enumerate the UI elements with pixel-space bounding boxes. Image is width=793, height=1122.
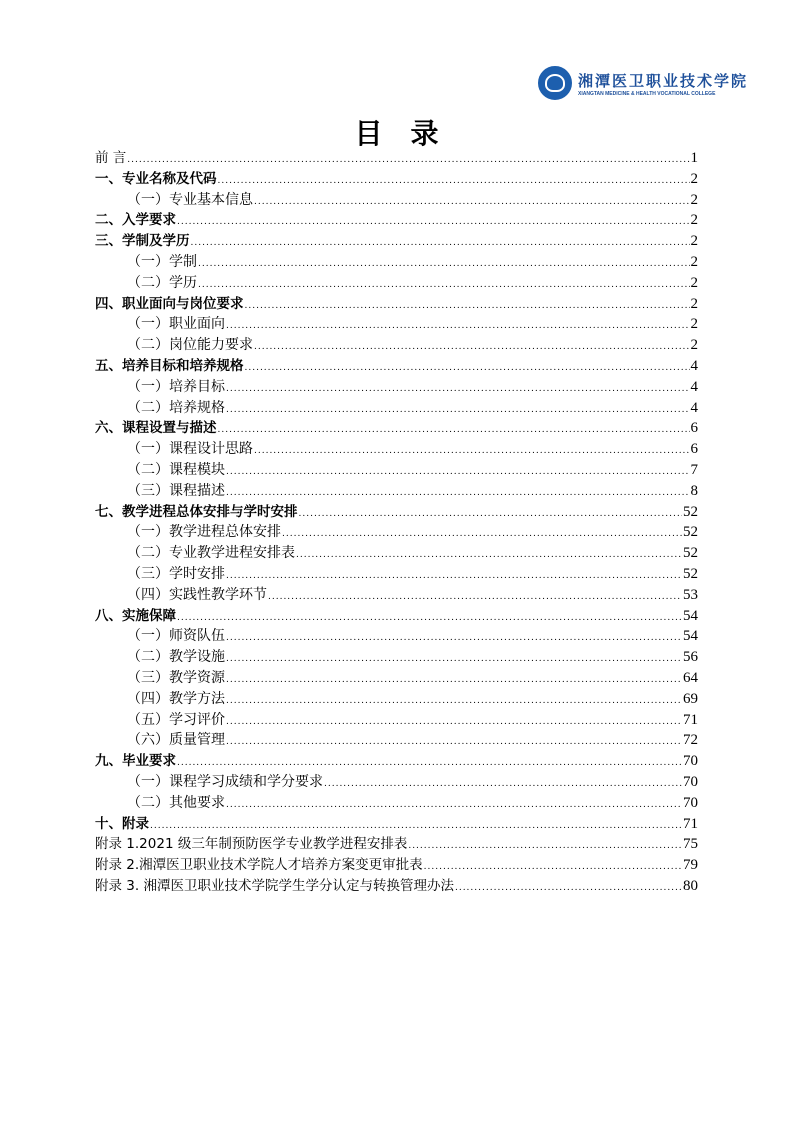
toc-entry-label: （一）课程学习成绩和学分要求	[127, 773, 323, 790]
leader-dots	[177, 212, 690, 233]
toc-entry-label: 三、学制及学历	[95, 233, 190, 250]
toc-entry-label: 九、毕业要求	[95, 753, 176, 770]
toc-entry[interactable]	[95, 564, 698, 585]
leader-dots	[296, 545, 682, 566]
toc-entry[interactable]	[95, 460, 698, 481]
toc-entry[interactable]	[95, 356, 698, 377]
leader-dots	[198, 275, 690, 296]
leader-dots	[455, 878, 682, 899]
toc-entry-page: 6	[690, 441, 698, 458]
toc-entry-label: （二）专业教学进程安排表	[127, 545, 295, 562]
toc-entry-page: 56	[683, 649, 698, 666]
leader-dots	[254, 441, 690, 462]
toc-entry-page: 4	[690, 399, 698, 416]
toc-entry-label: （三）教学资源	[127, 669, 225, 686]
logo-english-name: XIANGTAN MEDICINE & HEALTH VOCATIONAL COLLEGE	[578, 90, 716, 97]
toc-entry-page: 2	[690, 274, 698, 291]
toc-entry-label: 附录 3. 湘潭医卫职业技术学院学生学分认定与转换管理办法	[95, 877, 454, 894]
leader-dots	[226, 649, 682, 670]
toc-entry-page: 72	[683, 732, 698, 749]
leader-dots	[226, 628, 682, 649]
leader-dots	[324, 774, 682, 795]
toc-entry-label: （四）实践性教学环节	[127, 586, 267, 603]
toc-entry-label: （二）培养规格	[127, 399, 225, 416]
toc-entry[interactable]	[95, 314, 698, 335]
toc-entry-label: （五）学习评价	[127, 711, 225, 728]
toc-entry[interactable]	[95, 439, 698, 460]
toc-entry[interactable]	[95, 294, 698, 315]
toc-entry[interactable]	[95, 190, 698, 211]
leader-dots	[226, 566, 682, 587]
toc-entry-page: 4	[690, 357, 698, 374]
leader-dots	[226, 316, 690, 337]
toc-entry[interactable]	[95, 626, 698, 647]
toc-entry-page: 2	[690, 295, 698, 312]
toc-entry-label: 附录 1.2021 级三年制预防医学专业教学进程安排表	[95, 836, 408, 853]
college-logo	[538, 66, 748, 100]
leader-dots	[226, 670, 682, 691]
toc-entry-page: 7	[690, 461, 698, 478]
logo-chinese-name: 湘潭医卫职业技术学院	[578, 71, 749, 90]
toc-entry[interactable]	[95, 647, 698, 668]
toc-entry-label: 附录 2.湘潭医卫职业技术学院人才培养方案变更审批表	[95, 857, 423, 874]
toc-entry[interactable]	[95, 814, 698, 835]
toc-entry-label: （一）专业基本信息	[127, 191, 253, 208]
leader-dots	[218, 171, 690, 192]
toc-entry-page: 6	[690, 420, 698, 437]
toc-entry[interactable]	[95, 606, 698, 627]
toc-entry-label: （四）教学方法	[127, 690, 225, 707]
toc-entry-page: 1	[690, 150, 698, 166]
toc-entry[interactable]	[95, 793, 698, 814]
toc-entry[interactable]	[95, 772, 698, 793]
toc-entry[interactable]	[95, 335, 698, 356]
toc-entry-page: 2	[690, 191, 698, 208]
leader-dots	[226, 379, 690, 400]
toc-entry-label: （一）师资队伍	[127, 628, 225, 645]
toc-entry-page: 2	[690, 253, 698, 270]
toc-entry-label: （二）教学设施	[127, 649, 225, 666]
toc-entry-page: 75	[683, 836, 698, 853]
toc-entry-label: 二、入学要求	[95, 212, 176, 229]
leader-dots	[226, 732, 682, 753]
toc-entry[interactable]	[95, 169, 698, 190]
toc-entry-page: 70	[683, 773, 698, 790]
toc-entry-page: 71	[683, 711, 698, 728]
toc-entry-page: 2	[690, 170, 698, 187]
table-of-contents	[95, 148, 698, 897]
leader-dots	[218, 420, 690, 441]
toc-entry[interactable]	[95, 543, 698, 564]
leader-dots	[254, 337, 690, 358]
leader-dots	[254, 192, 690, 213]
leader-dots	[226, 691, 682, 712]
toc-entry[interactable]	[95, 481, 698, 502]
toc-entry-label: （二）其他要求	[127, 794, 225, 811]
toc-entry-page: 69	[683, 690, 698, 707]
college-seal-icon	[538, 66, 572, 100]
toc-entry[interactable]	[95, 668, 698, 689]
leader-dots	[226, 795, 682, 816]
toc-entry-label: （一）职业面向	[127, 316, 225, 333]
leader-dots	[408, 836, 682, 857]
toc-entry[interactable]	[95, 834, 698, 855]
leader-dots	[226, 483, 690, 504]
toc-entry-label: 前 言	[95, 150, 127, 166]
toc-entry-label: （一）学制	[127, 253, 197, 270]
leader-dots	[177, 753, 682, 774]
toc-entry[interactable]	[95, 710, 698, 731]
toc-entry[interactable]	[95, 210, 698, 231]
leader-dots	[245, 358, 690, 379]
toc-entry-label: （一）课程设计思路	[127, 441, 253, 458]
leader-dots	[198, 254, 690, 275]
toc-entry-page: 79	[683, 857, 698, 874]
toc-entry[interactable]	[95, 876, 698, 897]
toc-entry-page: 2	[690, 316, 698, 333]
toc-entry[interactable]	[95, 398, 698, 419]
toc-entry[interactable]	[95, 689, 698, 710]
toc-entry[interactable]	[95, 231, 698, 252]
toc-entry-page: 70	[683, 753, 698, 770]
toc-entry-label: （三）学时安排	[127, 565, 225, 582]
toc-entry-page: 8	[690, 482, 698, 499]
toc-entry-page: 64	[683, 669, 698, 686]
toc-entry-label: （一）教学进程总体安排	[127, 524, 281, 541]
toc-entry-page: 2	[690, 212, 698, 229]
toc-entry-label: 十、附录	[95, 815, 149, 832]
leader-dots	[127, 150, 689, 171]
toc-entry-label: 一、专业名称及代码	[95, 170, 217, 187]
leader-dots	[150, 816, 682, 837]
toc-entry[interactable]	[95, 148, 698, 169]
toc-entry-page: 4	[690, 378, 698, 395]
toc-entry[interactable]	[95, 273, 698, 294]
toc-entry-label: （二）岗位能力要求	[127, 337, 253, 354]
toc-entry-page: 52	[683, 524, 698, 541]
toc-entry-page: 52	[683, 503, 698, 520]
toc-entry[interactable]	[95, 377, 698, 398]
toc-entry-label: （六）质量管理	[127, 732, 225, 749]
toc-entry-page: 2	[690, 233, 698, 250]
leader-dots	[299, 504, 683, 525]
toc-entry[interactable]	[95, 585, 698, 606]
toc-entry-page: 2	[690, 337, 698, 354]
toc-entry[interactable]	[95, 730, 698, 751]
leader-dots	[191, 233, 690, 254]
toc-entry[interactable]	[95, 522, 698, 543]
toc-entry[interactable]	[95, 751, 698, 772]
toc-entry-label: （三）课程描述	[127, 482, 225, 499]
toc-entry-page: 53	[683, 586, 698, 603]
toc-entry[interactable]	[95, 418, 698, 439]
toc-entry-page: 70	[683, 794, 698, 811]
toc-entry[interactable]	[95, 502, 698, 523]
toc-entry[interactable]	[95, 855, 698, 876]
toc-entry-page: 52	[683, 565, 698, 582]
page-title: 目录	[354, 117, 467, 150]
leader-dots	[226, 462, 690, 483]
toc-entry-label: 五、培养目标和培养规格	[95, 357, 244, 374]
toc-entry-page: 71	[683, 815, 698, 832]
leader-dots	[226, 712, 682, 733]
toc-entry-label: 八、实施保障	[95, 607, 176, 624]
toc-entry-label: 七、教学进程总体安排与学时安排	[95, 503, 298, 520]
leader-dots	[245, 296, 690, 317]
toc-entry[interactable]	[95, 252, 698, 273]
toc-entry-label: （一）培养目标	[127, 378, 225, 395]
toc-entry-page: 52	[683, 545, 698, 562]
toc-entry-label: 四、职业面向与岗位要求	[95, 295, 244, 312]
leader-dots	[268, 587, 682, 608]
toc-entry-page: 80	[683, 877, 698, 894]
leader-dots	[424, 857, 682, 878]
leader-dots	[177, 608, 682, 629]
toc-entry-label: （二）学历	[127, 274, 197, 291]
toc-entry-page: 54	[683, 607, 698, 624]
toc-entry-page: 54	[683, 628, 698, 645]
leader-dots	[282, 524, 682, 545]
toc-entry-label: 六、课程设置与描述	[95, 420, 217, 437]
toc-entry-label: （二）课程模块	[127, 461, 225, 478]
leader-dots	[226, 400, 690, 421]
